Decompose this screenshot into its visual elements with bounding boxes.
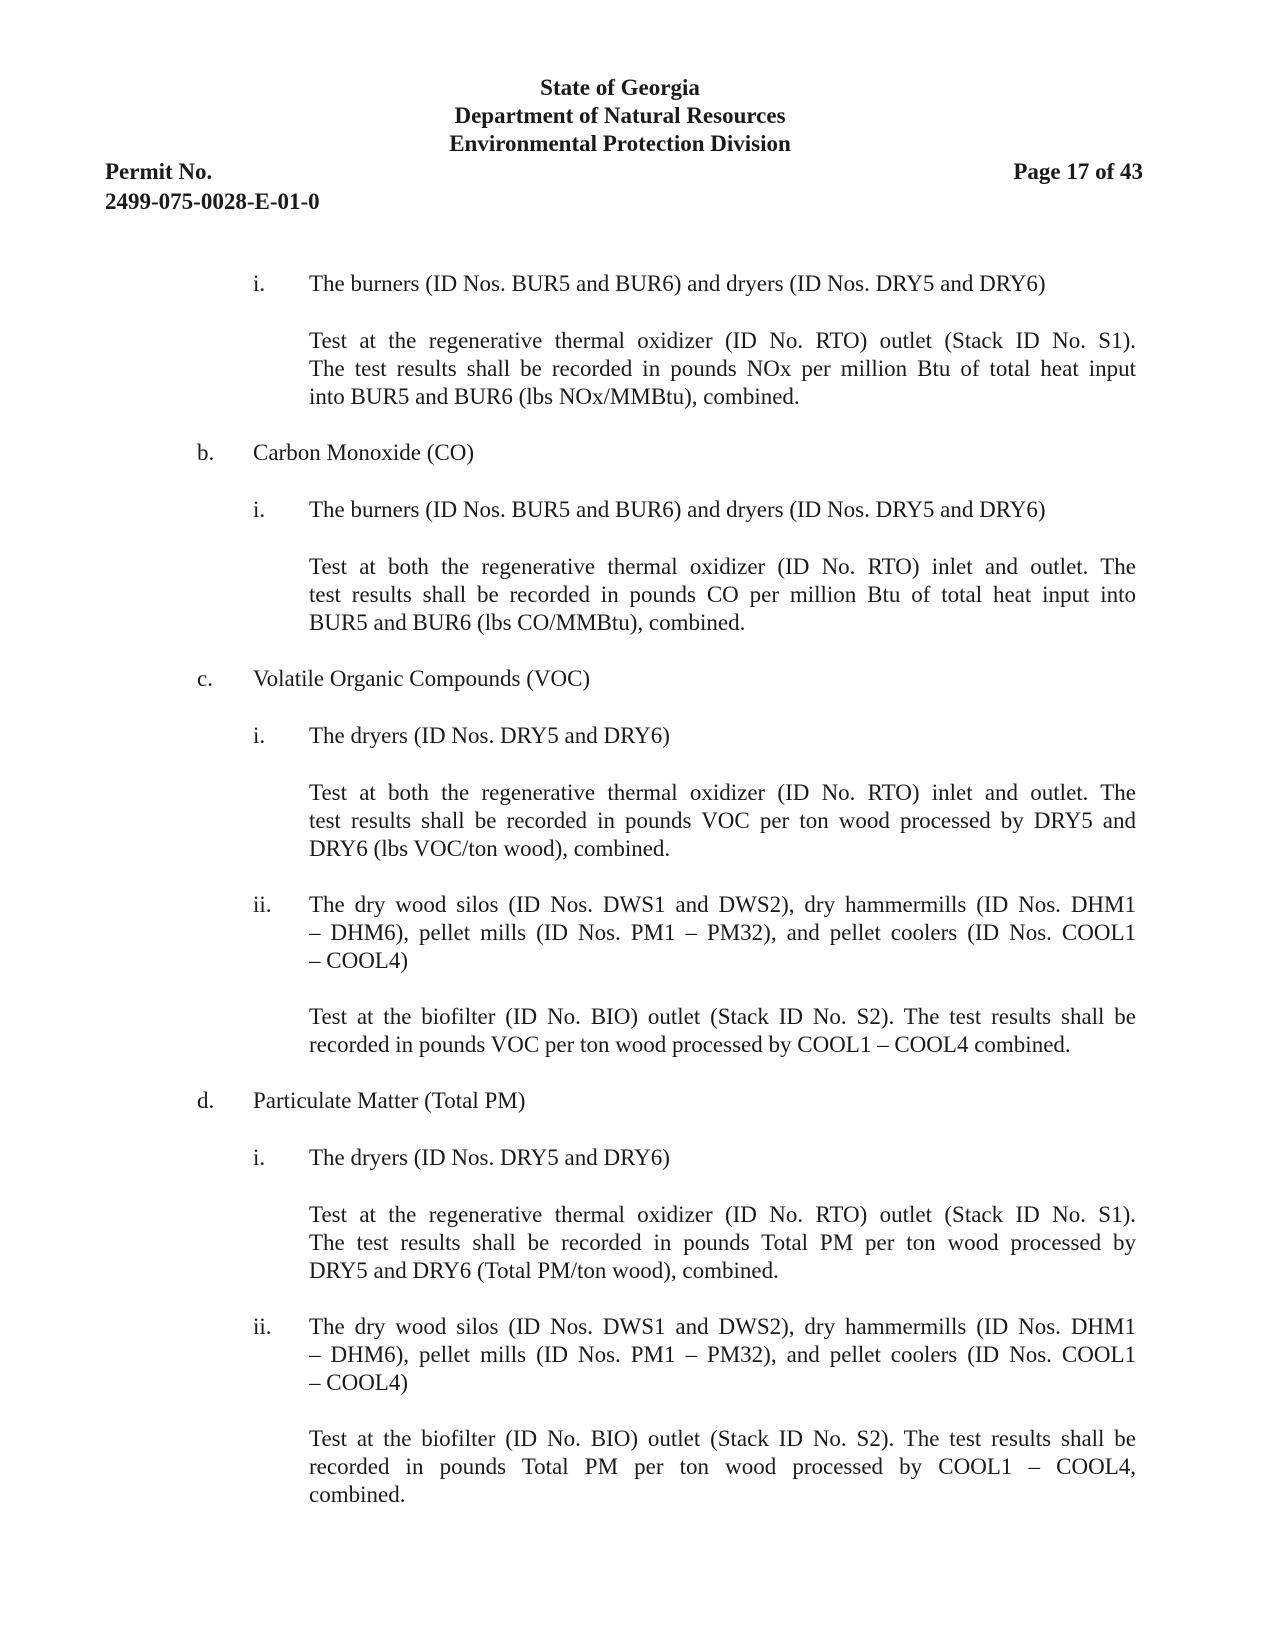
list-item-d-ii-text [309, 1313, 1136, 1397]
paragraph-line: Test at the regenerative thermal oxidizer (ID No. RTO) outlet (Stack ID No. S1). [309, 1202, 1136, 1227]
paragraph-c-ii [309, 1003, 1136, 1059]
permit-label: Permit No. [105, 159, 213, 184]
agency-line-department: Department of Natural Resources [454, 103, 786, 128]
agency-line-division: Environmental Protection Division [449, 131, 791, 156]
paragraph-line: combined. [309, 1482, 406, 1507]
list-item-line: – COOL4) [309, 948, 409, 973]
paragraph-line: Test at the biofilter (ID No. BIO) outlet (Stack ID No. S2). The test results shall be [309, 1426, 1136, 1451]
list-marker: d. [197, 1088, 215, 1113]
list-marker: b. [197, 440, 215, 465]
paragraph-d-i [309, 1201, 1136, 1285]
paragraph-line: DRY6 (lbs VOC/ton wood), combined. [309, 836, 671, 861]
list-item-text: The dryers (ID Nos. DRY5 and DRY6) [309, 723, 670, 748]
paragraph-line: Test at both the regenerative thermal oxidizer (ID No. RTO) inlet and outlet. The [309, 780, 1136, 805]
list-marker: ii. [253, 892, 272, 917]
agency-line-state: State of Georgia [540, 75, 700, 100]
paragraph-line: test results shall be recorded in pounds CO per million Btu of total heat input into [309, 582, 1136, 607]
list-item-line: – DHM6), pellet mills (ID Nos. PM1 – PM32), and pellet coolers (ID Nos. COOL1 [309, 1342, 1136, 1367]
list-marker: i. [253, 271, 266, 296]
paragraph-line: Test at both the regenerative thermal oxidizer (ID No. RTO) inlet and outlet. The [309, 554, 1136, 579]
paragraph-line: test results shall be recorded in pounds VOC per ton wood processed by DRY5 and [309, 808, 1136, 833]
permit-number: 2499-075-0028-E-01-0 [105, 189, 320, 214]
paragraph-line: Test at the biofilter (ID No. BIO) outlet (Stack ID No. S2). The test results shall be [309, 1004, 1136, 1029]
paragraph-a-i [309, 327, 1136, 411]
list-marker: i. [253, 723, 266, 748]
paragraph-d-ii [309, 1425, 1136, 1509]
list-marker: i. [253, 1145, 266, 1170]
paragraph-line: BUR5 and BUR6 (lbs CO/MMBtu), combined. [309, 610, 746, 635]
paragraph-c-i [309, 779, 1136, 863]
paragraph-b-i [309, 553, 1136, 637]
list-marker: c. [197, 666, 213, 691]
list-marker: ii. [253, 1314, 272, 1339]
paragraph-line: DRY5 and DRY6 (Total PM/ton wood), combined. [309, 1258, 779, 1283]
paragraph-line: Test at the regenerative thermal oxidizer (ID No. RTO) outlet (Stack ID No. S1). [309, 328, 1136, 353]
list-item-text: The burners (ID Nos. BUR5 and BUR6) and dryers (ID Nos. DRY5 and DRY6) [309, 497, 1046, 522]
paragraph-line: The test results shall be recorded in pounds NOx per million Btu of total heat input [309, 356, 1136, 381]
paragraph-line: recorded in pounds Total PM per ton wood processed by COOL1 – COOL4, [309, 1454, 1136, 1479]
agency-heading [0, 74, 1240, 158]
list-item-line: The dry wood silos (ID Nos. DWS1 and DWS2), dry hammermills (ID Nos. DHM1 [309, 892, 1136, 917]
paragraph-line: The test results shall be recorded in pounds Total PM per ton wood processed by [309, 1230, 1136, 1255]
section-heading: Volatile Organic Compounds (VOC) [253, 666, 591, 691]
section-heading: Carbon Monoxide (CO) [253, 440, 475, 465]
list-item-text: The burners (ID Nos. BUR5 and BUR6) and dryers (ID Nos. DRY5 and DRY6) [309, 271, 1046, 296]
list-item-text: The dryers (ID Nos. DRY5 and DRY6) [309, 1145, 670, 1170]
paragraph-line: recorded in pounds VOC per ton wood processed by COOL1 – COOL4 combined. [309, 1032, 1071, 1057]
list-item-c-ii-text [309, 891, 1136, 975]
list-item-line: – COOL4) [309, 1370, 409, 1395]
section-heading: Particulate Matter (Total PM) [253, 1088, 526, 1113]
list-item-line: The dry wood silos (ID Nos. DWS1 and DWS2), dry hammermills (ID Nos. DHM1 [309, 1314, 1136, 1339]
list-item-line: – DHM6), pellet mills (ID Nos. PM1 – PM32), and pellet coolers (ID Nos. COOL1 [309, 920, 1136, 945]
list-marker: i. [253, 497, 266, 522]
page-header [0, 0, 1275, 230]
paragraph-line: into BUR5 and BUR6 (lbs NOx/MMBtu), combined. [309, 384, 800, 409]
page-number: Page 17 of 43 [1013, 159, 1143, 184]
